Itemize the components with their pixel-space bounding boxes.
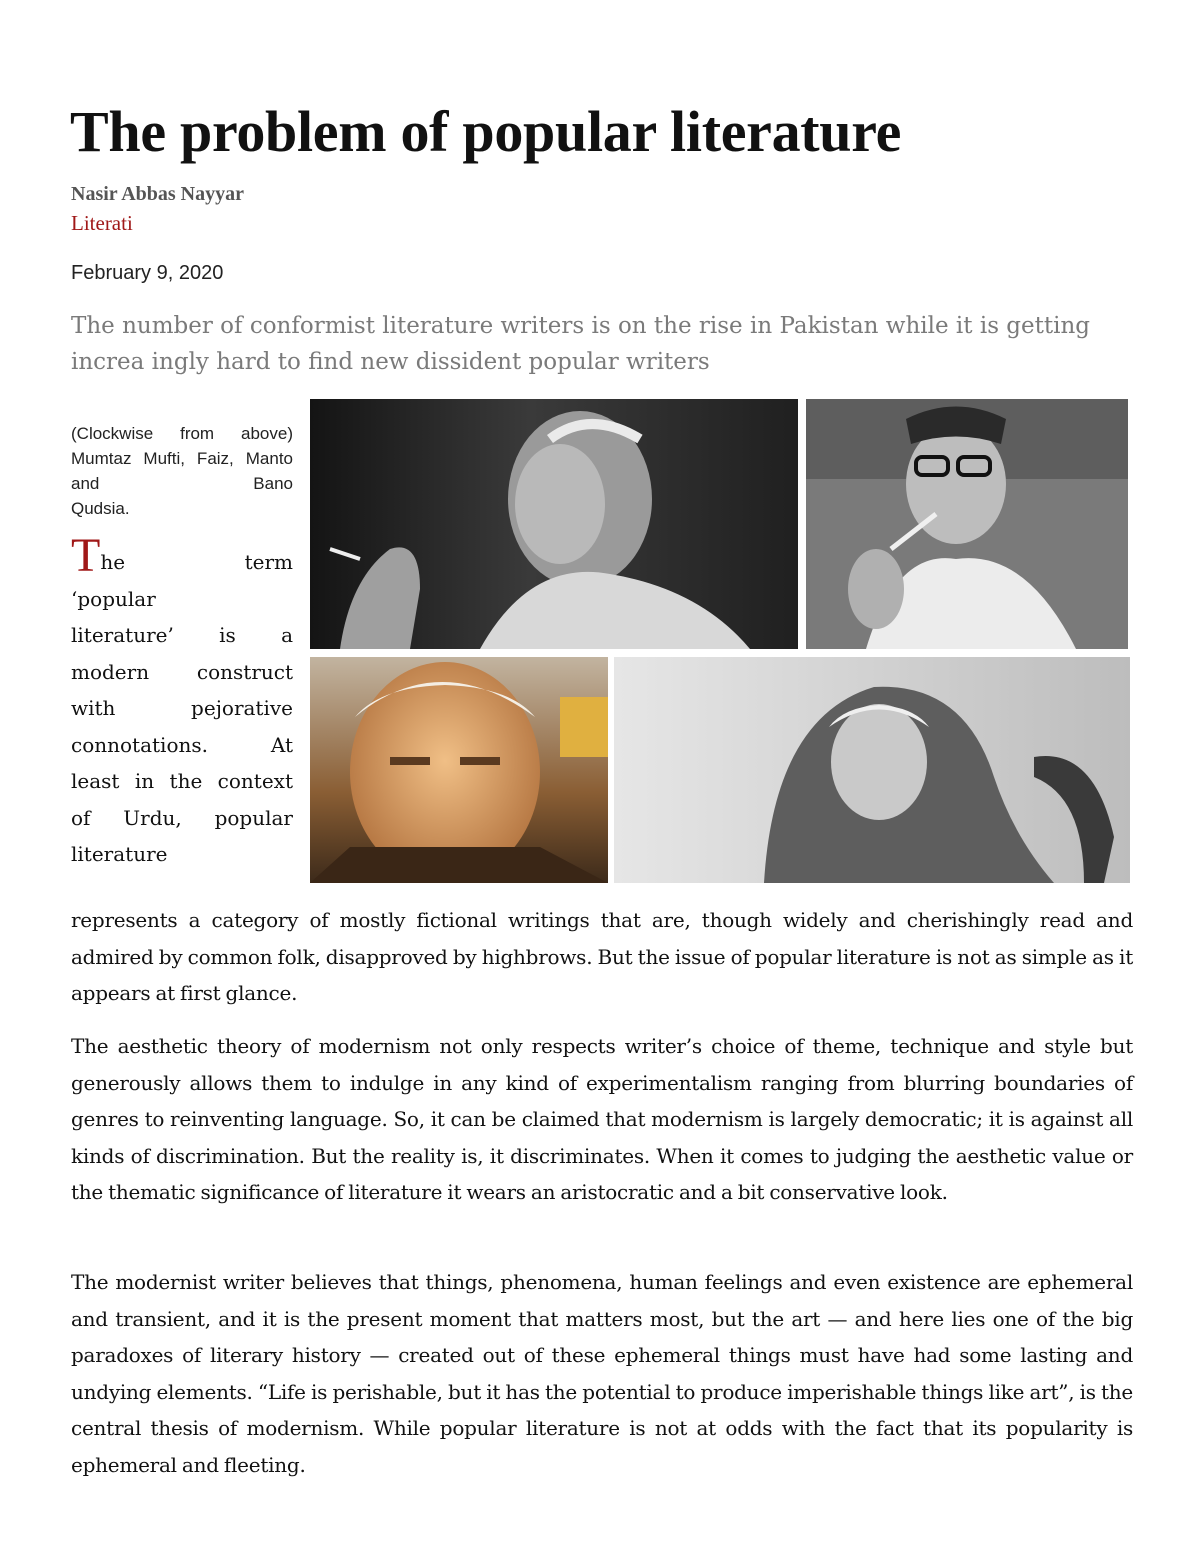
lead-line: connotations. At (71, 732, 293, 757)
body-paragraph: The aesthetic theory of modernism not only respects writer’s choice of theme, technique and style but generously allows them to indulge in any kind of experimentalism ranging from blurring boundaries of genres to reinventing language. So, it can be claimed that modernism is largely democratic; it is against all kinds of discrimination. But the reality is, it discriminates. When it comes to judging the aesthetic value or the thematic significance of literature it wears an aristocratic and a bit conservative look. (71, 1034, 1133, 1204)
publish-date: February 9, 2020 (71, 262, 224, 284)
drop-cap: T (71, 529, 101, 582)
caption-line: Manto and Bano (71, 449, 293, 493)
photo-bano-qudsia (614, 657, 1130, 883)
section-link[interactable]: Literati (71, 211, 133, 235)
photo-caption (71, 421, 293, 521)
caption-line: Qudsia. (71, 499, 130, 518)
caption-line: Mumtaz Mufti, Faiz, (71, 449, 234, 468)
caption-line: (Clockwise from above) (71, 424, 293, 443)
lead-line: of Urdu, popular (71, 805, 293, 830)
article-title: The problem of popular literature (70, 99, 902, 164)
author-name[interactable]: Nasir Abbas Nayyar (71, 183, 244, 205)
lead-line: The term (71, 529, 293, 582)
photo-collage (308, 397, 1130, 885)
lead-line: with pejorative (71, 696, 293, 720)
lead-line: modern construct (71, 659, 293, 684)
lead-line: least in the context (71, 769, 293, 793)
standfirst: The number of conformist literature writers is on the rise in Pakistan while it is getting increa ingly hard to find new dissident popular writers (71, 313, 1091, 375)
photo-manto (806, 399, 1128, 649)
body-paragraph: represents a category of mostly fictional writings that are, though widely and cherishingly read and admired by common folk, disapproved by highbrows. But the issue of popular literature is not as simple as it appears at first glance. (71, 908, 1133, 1005)
photo-mumtaz-mufti (310, 657, 608, 883)
lead-paragraph (71, 529, 293, 873)
lead-line: literature’ is a (71, 623, 293, 647)
lead-line: ‘popular (71, 586, 156, 611)
photo-faiz (310, 399, 798, 649)
body-paragraph: The modernist writer believes that things, phenomena, human feelings and even existence are ephemeral and transient, and it is the present moment that matters most, but the art — and here lies one of the big paradoxes of literary history — created out of these ephemeral things must have had some lasting and undying elements. “Life is perishable, but it has the potential to produce imperishable things like art”, is the central thesis of modernism. While popular literature is not at odds with the fact that its popularity is ephemeral and fleeting. (71, 1270, 1133, 1477)
lead-line: literature (71, 842, 168, 866)
